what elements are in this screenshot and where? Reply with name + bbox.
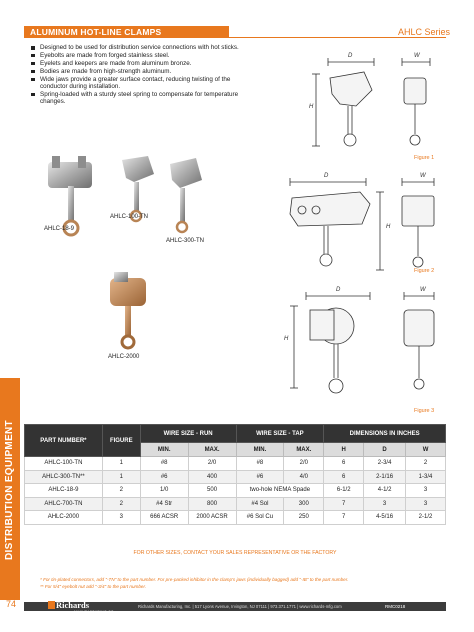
col-wire-run: WIRE SIZE - RUN (140, 425, 236, 443)
col-dim-w: W (406, 443, 446, 457)
dim-d-fig1: D (348, 53, 353, 59)
section-title: ALUMINUM HOT-LINE CLAMPS (24, 26, 229, 38)
col-figure: FIGURE (102, 425, 140, 457)
company-logo: Richards (56, 600, 90, 610)
col-dimensions: DIMENSIONS IN INCHES (324, 425, 446, 443)
contact-note: FOR OTHER SIZES, CONTACT YOUR SALES REPRESENTATIVE OR THE FACTORY (133, 550, 337, 556)
company-logo-subtitle: MANUFACTURING CO. (74, 610, 116, 614)
feature-item: Eyebolts are made from forged stainless steel. (30, 52, 240, 59)
spec-table (24, 424, 446, 525)
clamp-300-tn-image (170, 158, 202, 232)
series-label: AHLC Series (397, 27, 450, 37)
col-part-number: PART NUMBER* (25, 425, 103, 457)
clamp-100-tn-image (122, 156, 154, 221)
figure-3-drawing (290, 292, 434, 393)
table-row: AHLC-18-9 2 1/0 500 two-hole NEMA Spade 6-1/2 4-1/2 3 (25, 484, 446, 498)
table-row: AHLC-2000 3 666 ACSR 2000 ACSR #6 Sol Cu 250 7 4-5/16 2-1/2 (25, 511, 446, 525)
bullet-icon (31, 46, 35, 50)
col-run-max: MAX. (188, 443, 236, 457)
table-row: AHLC-100-TN 1 #8 2/0 #8 2/0 6 2-3/4 2 (25, 457, 446, 471)
dim-w-fig2: W (420, 173, 426, 179)
dim-d-fig3: D (336, 287, 341, 293)
figure-2-caption: Figure 2 (414, 268, 435, 274)
col-dim-h: H (324, 443, 364, 457)
bullet-icon (31, 70, 35, 74)
side-tab-label: DISTRIBUTION EQUIPMENT (4, 420, 15, 560)
dim-h-fig3: H (284, 336, 289, 342)
col-wire-tap: WIRE SIZE - TAP (236, 425, 324, 443)
bullet-icon (31, 62, 35, 66)
feature-item: Wide jaws provide a greater surface contact, reducing twisting of the conductor during installation. (30, 76, 240, 91)
product-label-100-tn: AHLC-100-TN (110, 214, 149, 220)
clamp-18-9-image (48, 156, 92, 235)
footnote-tin-plated: * For tin-plated connectors, add "-TN" to the part number. For pre-packed inhibitor in the clamp's jaws (individually bagged) add "-IB" to the part number. (40, 577, 349, 582)
col-tap-min: MIN. (236, 443, 284, 457)
table-row: AHLC-300-TN** 1 #6 400 #6 4/0 6 2-1/16 1-3/4 (25, 470, 446, 484)
dim-d-fig2: D (324, 173, 329, 179)
dim-w-fig3: W (420, 287, 426, 293)
feature-item: Spring-loaded with a sturdy steel spring to compensate for temperature changes. (30, 91, 240, 106)
figure-2-drawing (290, 178, 434, 270)
page-number: 74 (5, 599, 16, 609)
footnote-eyebolt: ** For 5/4" eyebolt nut add "-3/4" to the part number. (40, 584, 147, 589)
clamp-2000-image (110, 272, 146, 348)
feature-list (30, 44, 240, 106)
feature-item: Bodies are made from high-strength aluminum. (30, 68, 240, 75)
dim-h-fig2: H (386, 224, 391, 230)
figure-1-caption: Figure 1 (414, 155, 435, 161)
richards-logo-icon (48, 601, 55, 609)
table-row: AHLC-700-TN 2 #4 Str 800 #4 Sol 300 7 3 3 (25, 497, 446, 511)
figure-3-caption: Figure 3 (414, 408, 435, 414)
table-header-row (25, 425, 446, 443)
technical-drawings (276, 48, 446, 418)
col-dim-d: D (364, 443, 406, 457)
product-label-2000: AHLC-2000 (108, 354, 140, 360)
product-label-300-tn: AHLC-300-TN (166, 238, 205, 244)
bullet-icon (31, 54, 35, 58)
company-address: Richards Manufacturing, Inc. | 517 Lyons Avenue, Irvington, NJ 07111 | 973.371.1771 | www.richards-mfg.com (138, 604, 342, 609)
dim-w-fig1: W (414, 53, 420, 59)
col-run-min: MIN. (140, 443, 188, 457)
feature-item: Eyelets and keepers are made from aluminum bronze. (30, 60, 240, 67)
col-tap-max: MAX. (284, 443, 324, 457)
catalog-code: RMC0218 (385, 604, 406, 609)
feature-item: Designed to be used for distribution service connections with hot sticks. (30, 44, 240, 51)
figure-1-drawing (312, 58, 430, 146)
product-label-18-9: AHLC-18-9 (44, 226, 75, 232)
product-photos (30, 150, 230, 360)
dim-h-fig1: H (309, 104, 314, 110)
bullet-icon (31, 93, 35, 97)
bullet-icon (31, 78, 35, 82)
